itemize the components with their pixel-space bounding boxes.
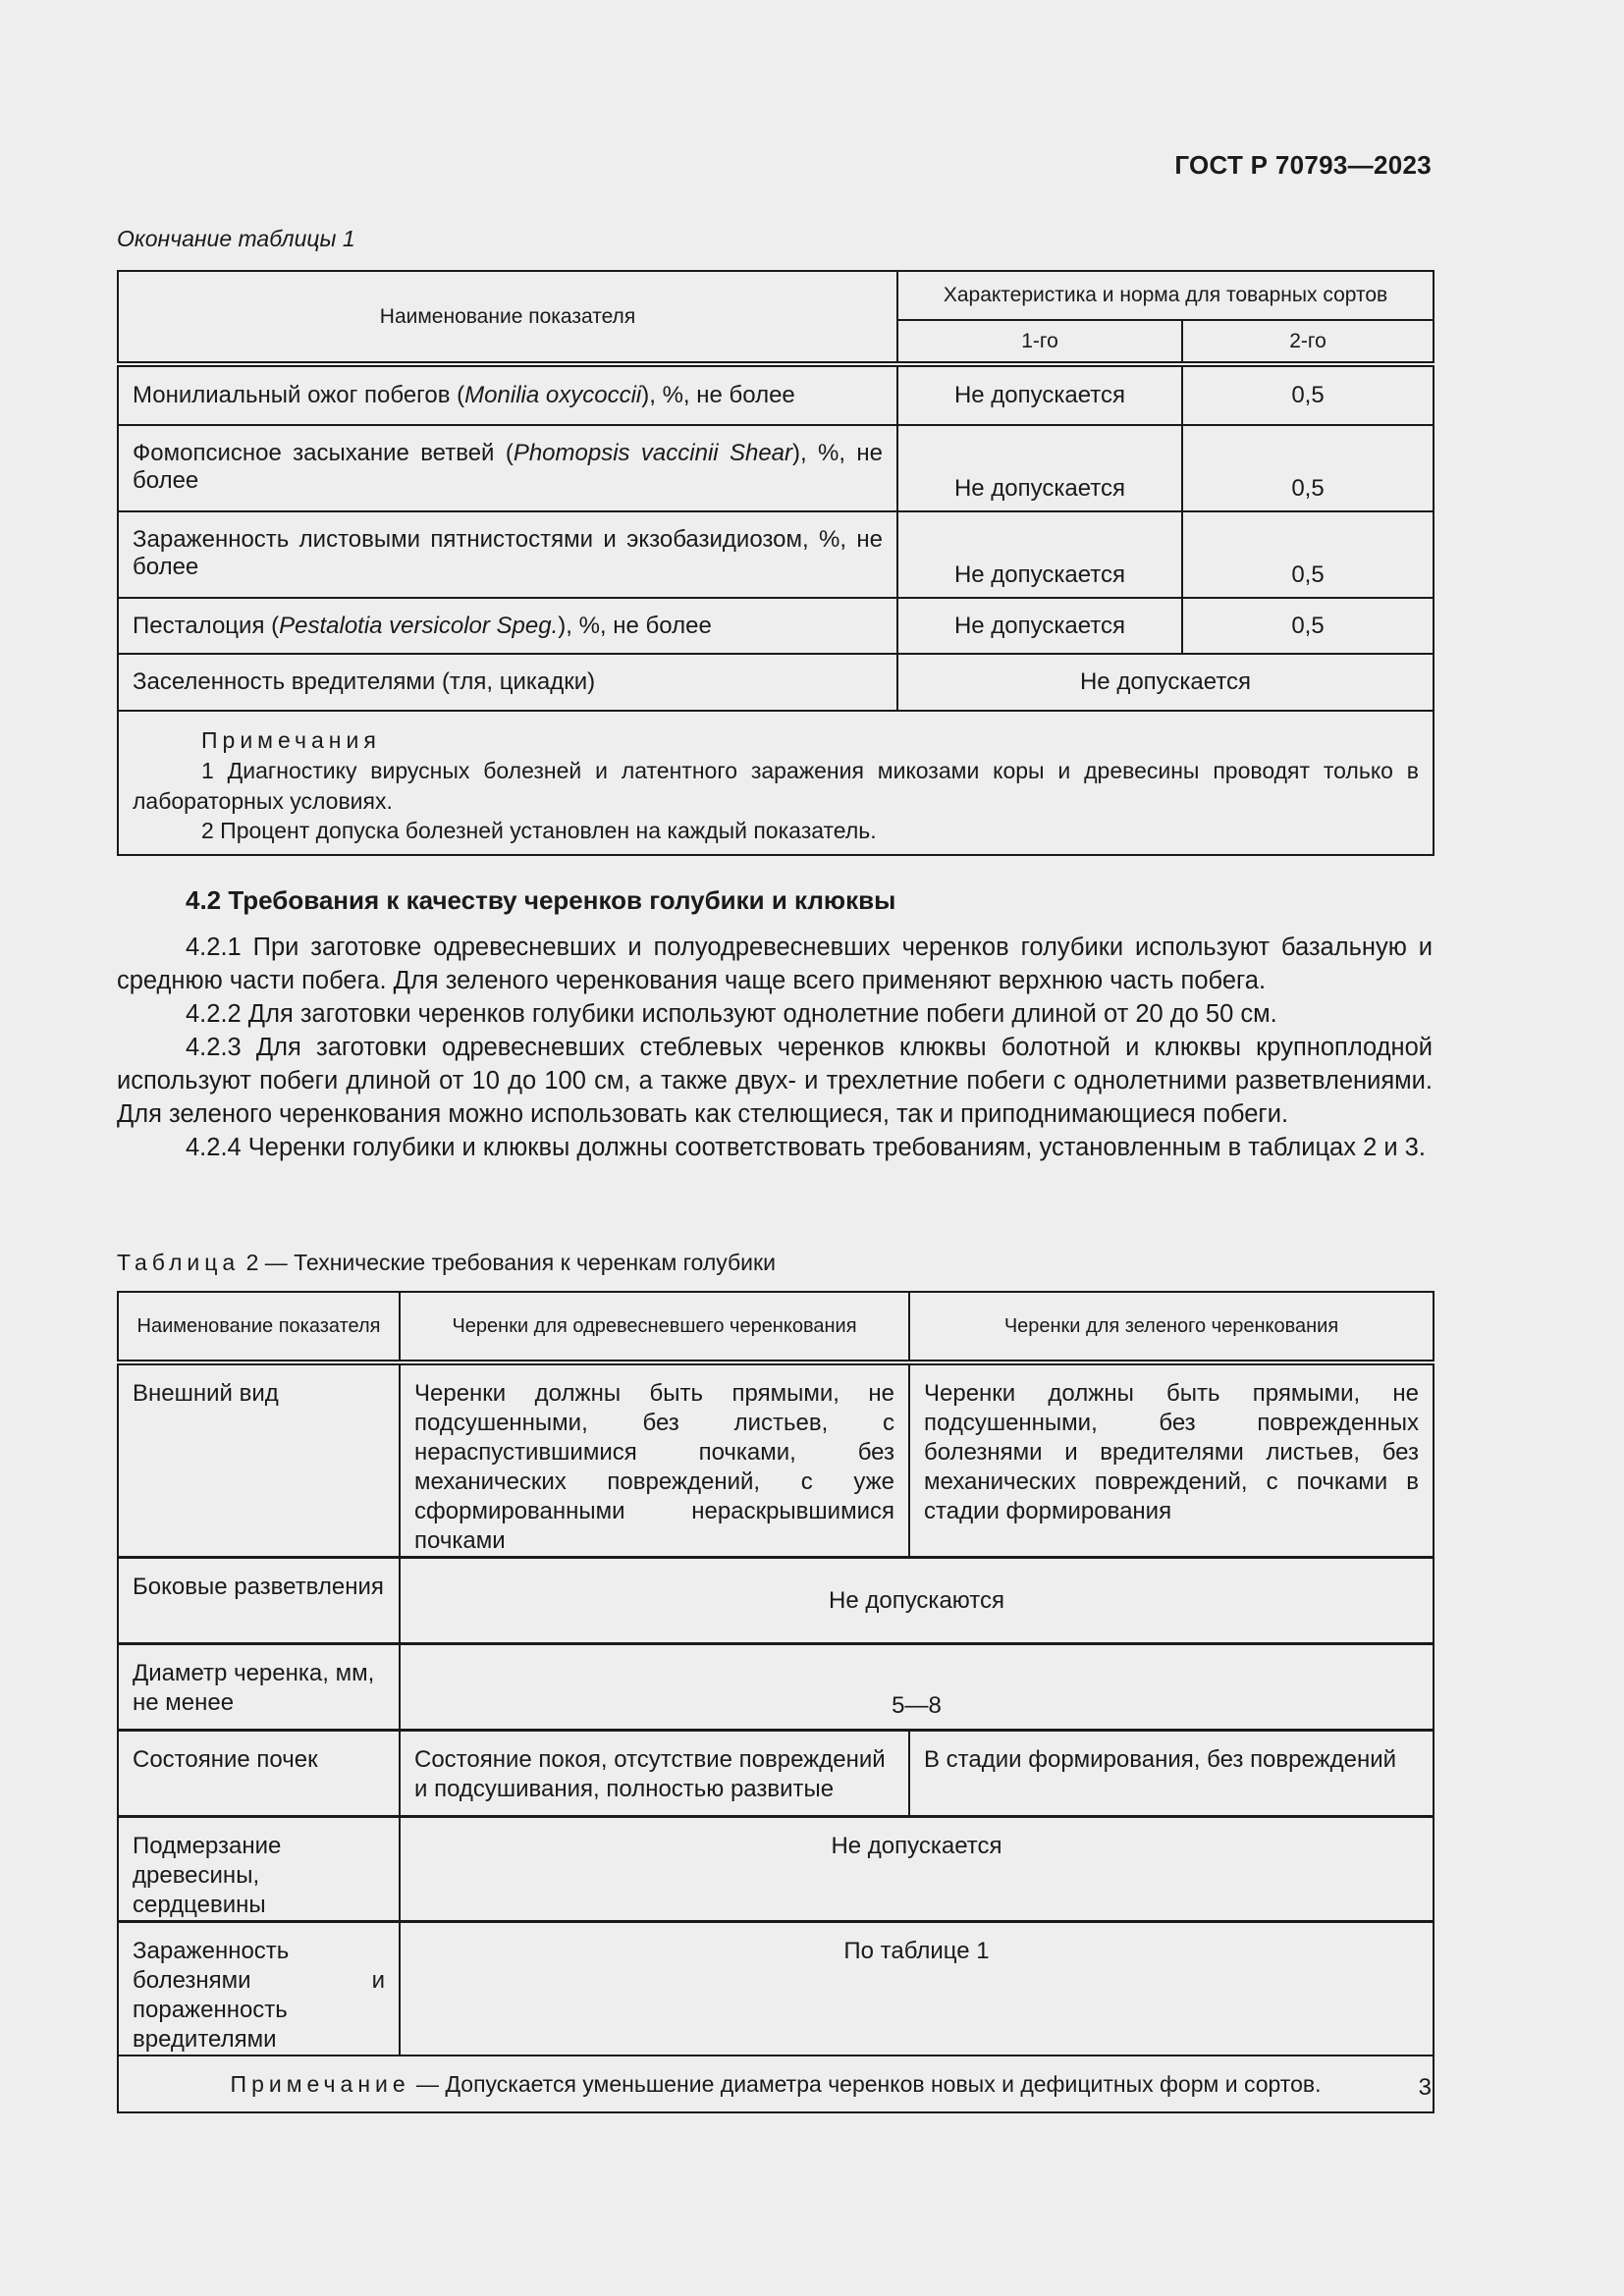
table-row [118,1922,1434,2056]
table1-row-name: Фомопсисное засыхание ветвей (Phomopsis vaccinii Shear), %, не более [118,425,897,511]
section-heading: 4.2 Требования к качеству черенков голубики и клюквы [186,885,896,915]
table2-cell-lignified: Состояние покоя, отсутствие повреждений и подсушивания, полностью развитые [400,1731,909,1817]
table-row [118,364,1434,425]
table1-row-grade2: 0,5 [1182,425,1434,511]
table2-header-name: Наименование показателя [118,1292,400,1362]
table2-cell-merged: Не допускается [400,1817,1434,1922]
section-4-2 [117,883,1433,1164]
table1-row-grade2: 0,5 [1182,598,1434,654]
table2-caption: Таблица 2 — Технические требования к черенкам голубики [117,1250,776,1275]
table2-cell-green: Черенки должны быть прямыми, не подсушенными, без поврежденных болезнями и вредителями листьев, без механических повреждений, с почками в стадии формирования [909,1362,1434,1558]
table1-row-grade1: Не допускается [897,511,1182,598]
paragraph: 4.2.4 Черенки голубики и клюквы должны соответствовать требованиям, установленным в таблицах 2 и 3. [186,1134,1426,1161]
paragraph: 4.2.2 Для заготовки черенков голубики используют однолетние побеги длиной от 20 до 50 см. [186,1000,1277,1028]
table-row [118,1644,1434,1731]
table2-header-lignified: Черенки для одревесневшего черенкования [400,1292,909,1362]
table2 [117,1291,1435,2113]
table1 [117,270,1435,856]
table1-row-merged: Не допускается [897,654,1434,711]
table1-row-name: Песталоция (Pestalotia versicolor Speg.), %, не более [118,598,897,654]
table2-cell-merged: 5—8 [400,1644,1434,1731]
table1-header-grade2: 2-го [1182,320,1434,364]
table2-row-name: Зараженность болезнями и пораженность вредителями [118,1922,400,2056]
table-row [118,511,1434,598]
table1-row-grade1: Не допускается [897,425,1182,511]
table2-note-row [118,2056,1434,2112]
table1-header-name: Наименование показателя [118,271,897,364]
table-row [118,654,1434,711]
page-number: 3 [1418,2074,1432,2101]
table2-row-name: Боковые разветвления [118,1558,400,1644]
table2-cell-merged: По таблице 1 [400,1922,1434,2056]
table-row [118,1817,1434,1922]
note-item: 2 Процент допуска болезней установлен на каждый показатель. [201,818,877,844]
table1-row-grade2: 0,5 [1182,364,1434,425]
table2-row-name: Диаметр черенка, мм, не менее [118,1644,400,1731]
table2-cell-green: В стадии формирования, без повреждений [909,1731,1434,1817]
notes-title: Примечания [201,727,381,753]
paragraph: 4.2.1 При заготовке одревесневших и полуодревесневших черенков голубики используют базальную и среднюю части побега. Для зеленого черенкования чаще всего применяют верхнюю часть побега. [117,934,1433,994]
table1-notes-row [118,711,1434,855]
table2-note: Примечание — Допускается уменьшение диаметра черенков новых и дефицитных форм и сортов. [118,2056,1434,2112]
table1-header-group: Характеристика и норма для товарных сортов [897,271,1434,320]
table-row [118,1731,1434,1817]
table-row [118,1558,1434,1644]
table2-cell-merged: Не допускаются [400,1558,1434,1644]
table1-caption: Окончание таблицы 1 [117,226,355,251]
table1-row-grade1: Не допускается [897,598,1182,654]
table2-cell-lignified: Черенки должны быть прямыми, не подсушенными, без листьев, с нераспустившимися почками, без механических повреждений, с уже сформированными нераскрывшимися почками [400,1362,909,1558]
table1-header-grade1: 1-го [897,320,1182,364]
table-row [118,1362,1434,1558]
table2-row-name: Состояние почек [118,1731,400,1817]
paragraph: 4.2.3 Для заготовки одревесневших стеблевых черенков клюквы болотной и клюквы крупноплодной используют побеги длиной от 10 до 100 см, а также двух- и трехлетние побеги с однолетними разветвлениями. Для зеленого черенкования можно использовать как стелющиеся, так и приподнимающиеся побеги. [117,1034,1433,1128]
table1-row-name: Заселенность вредителями (тля, цикадки) [118,654,897,711]
table2-row-name: Внешний вид [118,1362,400,1558]
table2-header-green: Черенки для зеленого черенкования [909,1292,1434,1362]
table1-row-grade1: Не допускается [897,364,1182,425]
table1-notes [118,711,1434,855]
table1-row-name: Зараженность листовыми пятнистостями и экзобазидиозом, %, не более [118,511,897,598]
table2-row-name: Подмерзание древесины, сердцевины [118,1817,400,1922]
table1-row-grade2: 0,5 [1182,511,1434,598]
document-code: ГОСТ Р 70793—2023 [1174,150,1432,180]
table-row [118,598,1434,654]
table-row [118,425,1434,511]
note-item: 1 Диагностику вирусных болезней и латентного заражения микозами коры и древесины проводят только в лабораторных условиях. [133,757,1420,814]
table1-row-name: Монилиальный ожог побегов (Monilia oxycoccii), %, не более [118,364,897,425]
